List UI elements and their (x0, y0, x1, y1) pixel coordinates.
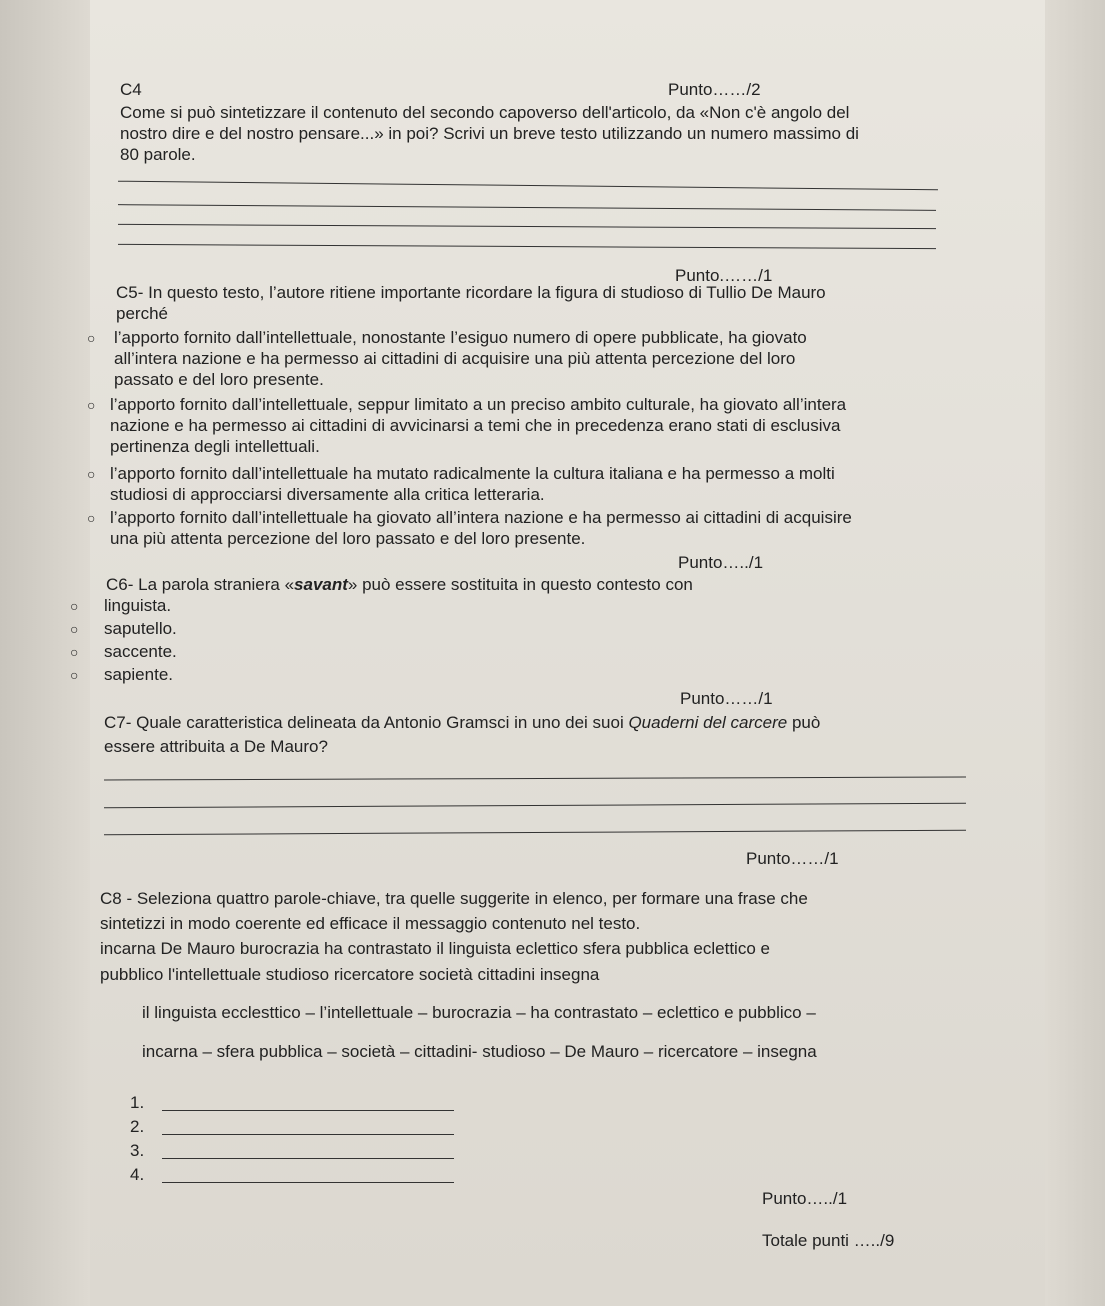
c4-answer-line-4[interactable] (118, 244, 936, 249)
c5-option4-line2: una più attenta percezione del loro passato e del loro presente. (110, 529, 586, 548)
c8-answer-line-2[interactable] (162, 1134, 454, 1135)
c7-points-after: Punto……/1 (746, 849, 839, 868)
c7-answer-line-1[interactable] (104, 776, 966, 780)
c8-wordlist-line2: pubblico l'intellettuale studioso ricercatore società cittadini insegna (100, 965, 600, 984)
c7-question-line2: essere attribuita a De Mauro? (104, 737, 328, 756)
c5-option1-radio[interactable]: ○ (87, 330, 96, 346)
c5-option2-line3: pertinenza degli intellettuali. (110, 437, 320, 456)
c7-question-post: può (787, 713, 821, 732)
c5-option3-radio[interactable]: ○ (87, 466, 96, 482)
total-points: Totale punti …../9 (762, 1231, 895, 1250)
c4-label: C4 (120, 80, 142, 99)
c6-option1: linguista. (104, 596, 172, 615)
c5-option1-line1: l’apporto fornito dall’intellettuale, nonostante l’esiguo numero di opere pubblicate, ha giovato (114, 328, 807, 347)
c5-option1-line3: passato e del loro presente. (114, 370, 324, 389)
c5-option2-line2: nazione e ha permesso ai cittadini di avvicinarsi a temi che in precedenza erano stati di esclusiva (110, 416, 841, 435)
c7-answer-line-2[interactable] (104, 803, 966, 809)
c6-question-post: » può essere sostituita in questo contesto con (347, 575, 693, 594)
c8-answer-number-1: 1. (130, 1093, 145, 1112)
c5-option2-line1: l’apporto fornito dall’intellettuale, seppur limitato a un preciso ambito culturale, ha giovato all’intera (110, 395, 847, 414)
c6-option4-radio[interactable]: ○ (70, 667, 79, 683)
c5-option1-line2: all’intera nazione e ha permesso ai cittadini di acquisire una più attenta percezione del loro (114, 349, 796, 368)
c4-answer-line-2[interactable] (118, 204, 936, 211)
c8-wordlist-line1: incarna De Mauro burocrazia ha contrastato il linguista eclettico sfera pubblica eclettico e (100, 939, 770, 958)
c7-question-italic: Quaderni del carcere (628, 713, 788, 732)
c5-question-line1: C5- In questo testo, l’autore ritiene importante ricordare la figura di studioso di Tullio De Mauro (116, 283, 826, 302)
c6-question-word: savant (294, 575, 348, 594)
c6-option4: sapiente. (104, 665, 173, 684)
c5-option3-line1: l’apporto fornito dall’intellettuale ha mutato radicalmente la cultura italiana e ha permesso a molti (110, 464, 835, 483)
c7-question-line1 (104, 713, 820, 733)
c8-question-line1: C8 - Seleziona quattro parole-chiave, tra quelle suggerite in elenco, per formare una frase che (100, 889, 808, 908)
c4-question-line1: Come si può sintetizzare il contenuto del secondo capoverso dell'articolo, da «Non c'è angolo del (120, 103, 850, 122)
c6-option2: saputello. (104, 619, 177, 638)
c4-answer-line-3[interactable] (118, 224, 936, 229)
c7-points: Punto……/1 (680, 689, 773, 708)
c8-answer-line-3[interactable] (162, 1158, 454, 1159)
c5-points: Punto.……/1 (675, 266, 773, 285)
c5-option4-radio[interactable]: ○ (87, 510, 96, 526)
c8-answer-number-2: 2. (130, 1117, 145, 1136)
c4-answer-line-1[interactable] (118, 181, 938, 191)
c6-points: Punto…../1 (678, 553, 764, 572)
c6-question (106, 575, 693, 595)
c6-question-pre: C6- La parola straniera « (106, 575, 295, 594)
c5-question-line2: perché (116, 304, 168, 323)
c8-answer-line-1[interactable] (162, 1110, 454, 1111)
c7-question-pre: C7- Quale caratteristica delineata da Antonio Gramsci in uno dei suoi (104, 713, 629, 732)
c4-question-line2: nostro dire e del nostro pensare...» in poi? Scrivi un breve testo utilizzando un numero massimo di (120, 124, 859, 143)
c5-option2-radio[interactable]: ○ (87, 397, 96, 413)
c6-option1-radio[interactable]: ○ (70, 598, 79, 614)
c4-question-line3: 80 parole. (120, 145, 196, 164)
c7-answer-line-3[interactable] (104, 830, 966, 836)
page-shadow-right (1045, 0, 1105, 1306)
c6-option3: saccente. (104, 642, 177, 661)
c8-keywords-line2: incarna – sfera pubblica – società – cittadini- studioso – De Mauro – ricercatore – insegna (142, 1042, 817, 1061)
c8-answer-number-4: 4. (130, 1165, 145, 1184)
c5-option3-line2: studiosi di approcciarsi diversamente alla critica letteraria. (110, 485, 545, 504)
c8-question-line2: sintetizzi in modo coerente ed efficace il messaggio contenuto nel testo. (100, 914, 641, 933)
c8-keywords-line1: il linguista ecclesttico – l’intellettuale – burocrazia – ha contrastato – eclettico e pubblico – (142, 1003, 816, 1022)
c8-answer-number-3: 3. (130, 1141, 145, 1160)
c6-option3-radio[interactable]: ○ (70, 644, 79, 660)
c4-points: Punto……/2 (668, 80, 761, 99)
c8-points: Punto…../1 (762, 1189, 848, 1208)
c8-answer-line-4[interactable] (162, 1182, 454, 1183)
c6-option2-radio[interactable]: ○ (70, 621, 79, 637)
c5-option4-line1: l’apporto fornito dall’intellettuale ha giovato all’intera nazione e ha permesso ai cittadini di acquisire (110, 508, 852, 527)
